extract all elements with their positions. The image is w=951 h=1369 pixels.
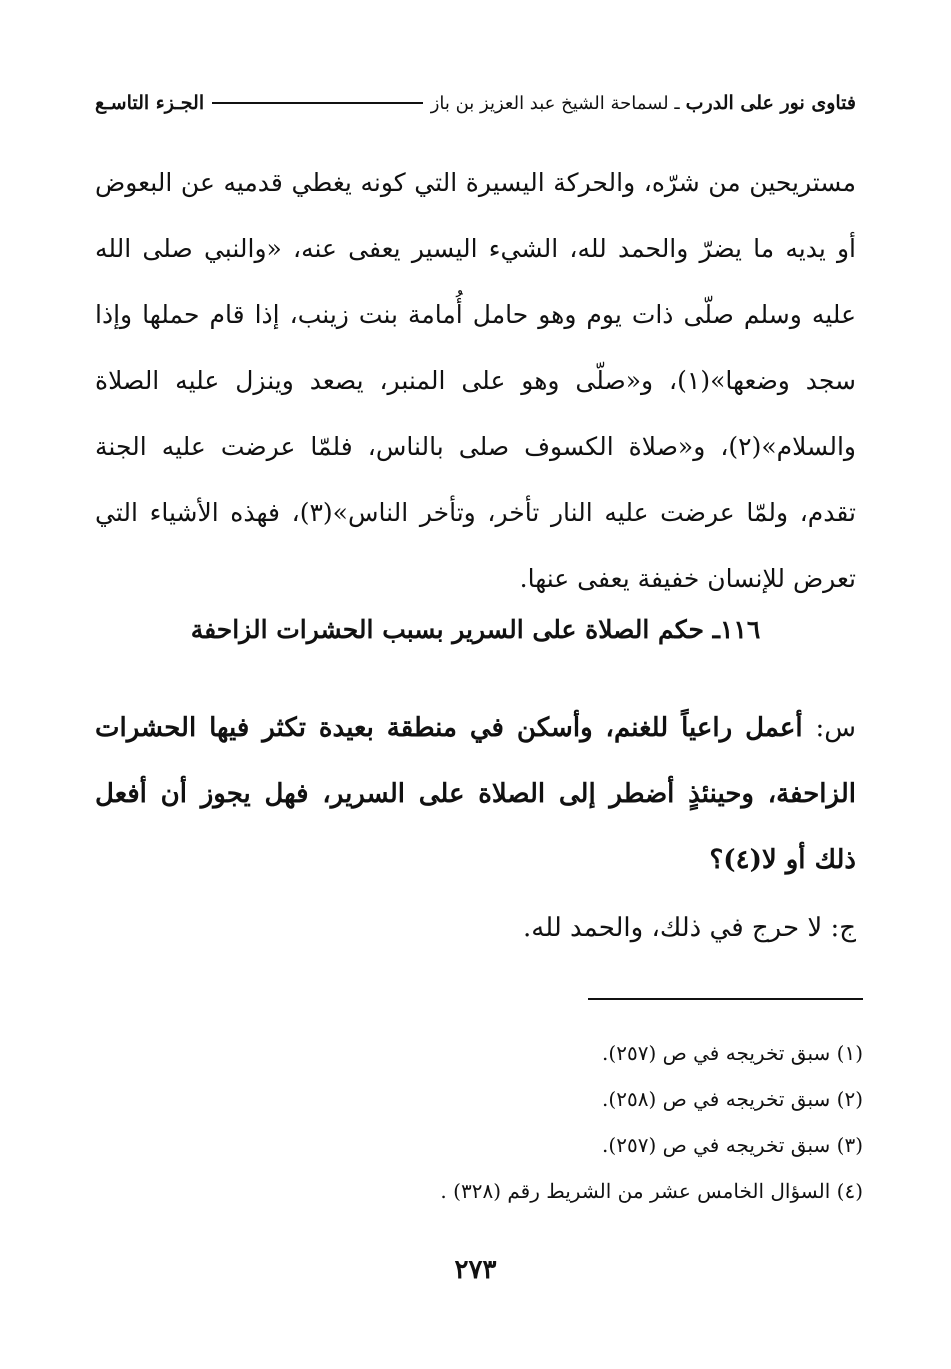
footnote-separator [588,998,863,1000]
answer-block [95,898,856,958]
footnote-item: (١) سبق تخريجه في ص (٢٥٧). [602,1041,863,1065]
header-title-group [431,92,856,114]
book-title: فتاوى نور على الدرب [685,92,856,114]
body-paragraph: مستريحين من شرّه، والحركة اليسيرة التي كونه يغطي قدميه عن البعوض أو يديه ما يضرّ والحمد لله، الشيء اليسير يعفى عنه، «والنبي صلى الله عليه وسلم صلّى ذات يوم وهو حامل أُمامة بنت زينب، إذا قام حملها وإذا سجد وضعها»(١)، و«صلّى وهو على المنبر، يصعد وينزل عليه الصلاة والسلام»(٢)، و«صلاة الكسوف صلى بالناس، فلمّا عرضت عليه الجنة تقدم، ولمّا عرضت عليه النار تأخر، وتأخر الناس»(٣)، فهذه الأشياء التي تعرض للإنسان خفيفة يعفى عنها. [95,168,856,593]
running-header [95,92,856,114]
footnote-item: (٣) سبق تخريجه في ص (٢٥٧). [602,1133,863,1157]
question-label: س: [815,713,856,743]
footnote-item: (٤) السؤال الخامس عشر من الشريط رقم (٣٢٨) . [440,1179,863,1203]
answer-label: ج: [830,913,856,943]
page-number: ٢٧٣ [454,1255,497,1285]
footnote-item: (٢) سبق تخريجه في ص (٢٥٨). [602,1087,863,1111]
section-heading: ١١٦ـ حكم الصلاة على السرير بسبب الحشرات الزاحفة [190,615,761,644]
volume-label: الجـزء التاسـع [95,92,205,114]
question-block [95,695,856,893]
author-line: ـ لسماحة الشيخ عبد العزيز بن باز [430,92,680,114]
header-rule [212,102,423,104]
footnotes [95,1030,863,1214]
question-text: أعمل راعياً للغنم، وأسكن في منطقة بعيدة تكثر فيها الحشرات الزاحفة، وحينئذٍ أضطر إلى الصلاة على السرير، فهل يجوز أن أفعل ذلك أو لا(٤)؟ [95,713,856,875]
answer-text: لا حرج في ذلك، والحمد لله. [523,913,823,943]
